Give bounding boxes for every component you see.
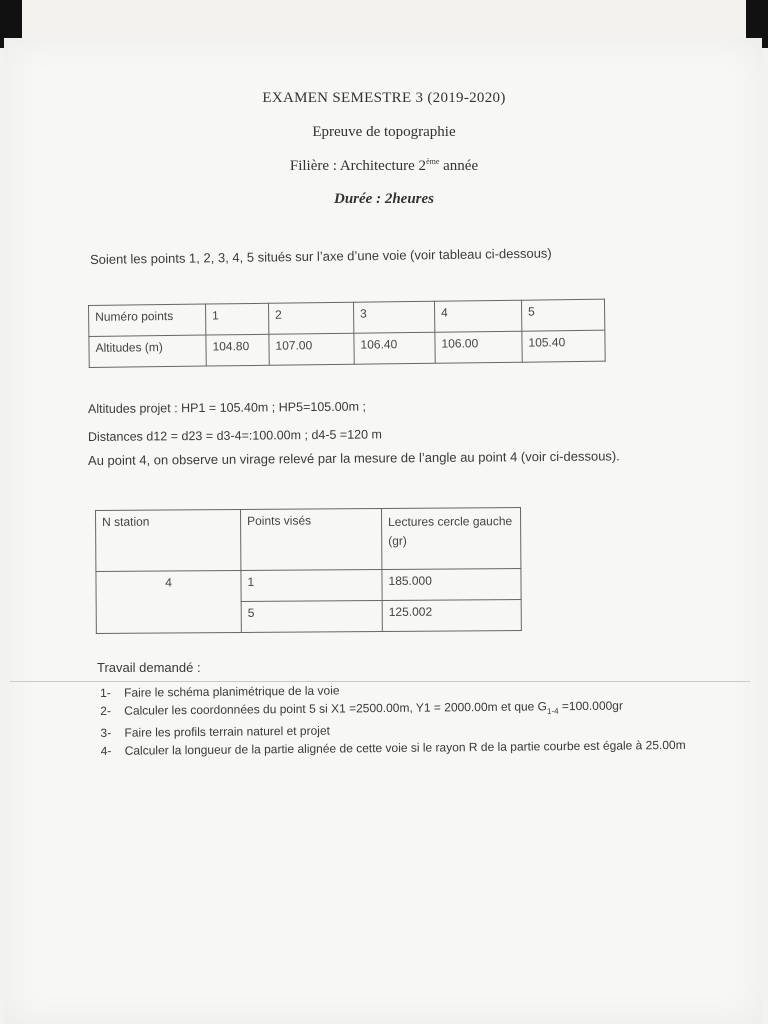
- task-text-sub: 1-4: [546, 706, 559, 716]
- task-text: Faire les profils terrain naturel et projet: [124, 723, 330, 741]
- exam-title: EXAMEN SEMESTRE 3 (2019-2020): [262, 90, 506, 106]
- task-text: [124, 698, 714, 724]
- virage-statement: Au point 4, on observe un virage relevé par la mesure de l’angle au point 4 (voir ci-dessous).: [87, 448, 620, 468]
- exam-filiere: [0, 157, 768, 175]
- point-cell: 5: [521, 299, 604, 331]
- reading-cell: 185.000: [382, 569, 521, 601]
- points-label: Numéro points: [89, 304, 206, 336]
- point-cell: 3: [353, 301, 434, 333]
- distances: Distances d12 = d23 = d3-4=:100.00m ; d4-5 =120 m: [87, 427, 383, 444]
- filiere-prefix: Filière : Architecture 2: [289, 158, 427, 174]
- intro-text: Soient les points 1, 2, 3, 4, 5 situés sur l’axe d’une voie (voir tableau ci-dessous): [89, 245, 552, 267]
- altitude-cell: 104.80: [206, 334, 269, 366]
- task-list: [100, 680, 715, 763]
- exam-subject: Epreuve de topographie: [312, 124, 456, 140]
- filiere-sup: ème: [426, 157, 440, 166]
- altitude-cell: 107.00: [269, 333, 354, 365]
- points-table: [88, 299, 606, 368]
- task-number: 4-: [100, 744, 112, 759]
- task-number: 2-: [100, 703, 112, 718]
- angles-header-row: [96, 508, 521, 572]
- header-points: Points visés: [240, 508, 381, 570]
- task-number: 1-: [100, 685, 111, 700]
- point-vise-cell: 5: [241, 600, 382, 632]
- header-station: N station: [96, 509, 241, 571]
- list-item: [100, 698, 714, 724]
- altitudes-projet: Altitudes projet : HP1 = 105.40m ; HP5=105.00m ;: [87, 399, 366, 416]
- altitude-cell: 106.40: [354, 332, 435, 364]
- exam-duration: Durée : 2heures: [334, 191, 434, 207]
- task-text: Calculer la longueur de la partie alignée de cette voie si le rayon R de la partie courbe est égale à 25.00m: [124, 738, 686, 759]
- point-cell: 2: [268, 302, 353, 334]
- list-item: [101, 738, 715, 759]
- task-text: Faire le schéma planimétrique de la voie: [123, 683, 340, 700]
- altitude-cell: 106.00: [435, 331, 522, 363]
- task-number: 3-: [100, 726, 112, 741]
- filiere-suffix: année: [439, 158, 479, 174]
- work-title: Travail demandé :: [97, 660, 201, 675]
- altitudes-row: [89, 330, 605, 367]
- point-cell: 1: [205, 303, 268, 335]
- station-cell: 4: [96, 570, 241, 633]
- altitudes-label: Altitudes (m): [89, 335, 206, 367]
- table-row: [96, 569, 521, 603]
- angles-table: [95, 507, 522, 634]
- altitude-cell: 105.40: [522, 330, 605, 362]
- point-cell: 4: [434, 300, 521, 332]
- task-text-before: Calculer les coordonnées du point 5 si X1 =2500.00m, Y1 = 2000.00m et que G: [124, 699, 548, 718]
- task-text-after: =100.000gr: [558, 698, 623, 714]
- exam-header: [0, 90, 768, 208]
- header-lectures: Lectures cercle gauche (gr): [381, 508, 520, 570]
- reading-cell: 125.002: [382, 600, 521, 632]
- point-vise-cell: 1: [241, 569, 382, 601]
